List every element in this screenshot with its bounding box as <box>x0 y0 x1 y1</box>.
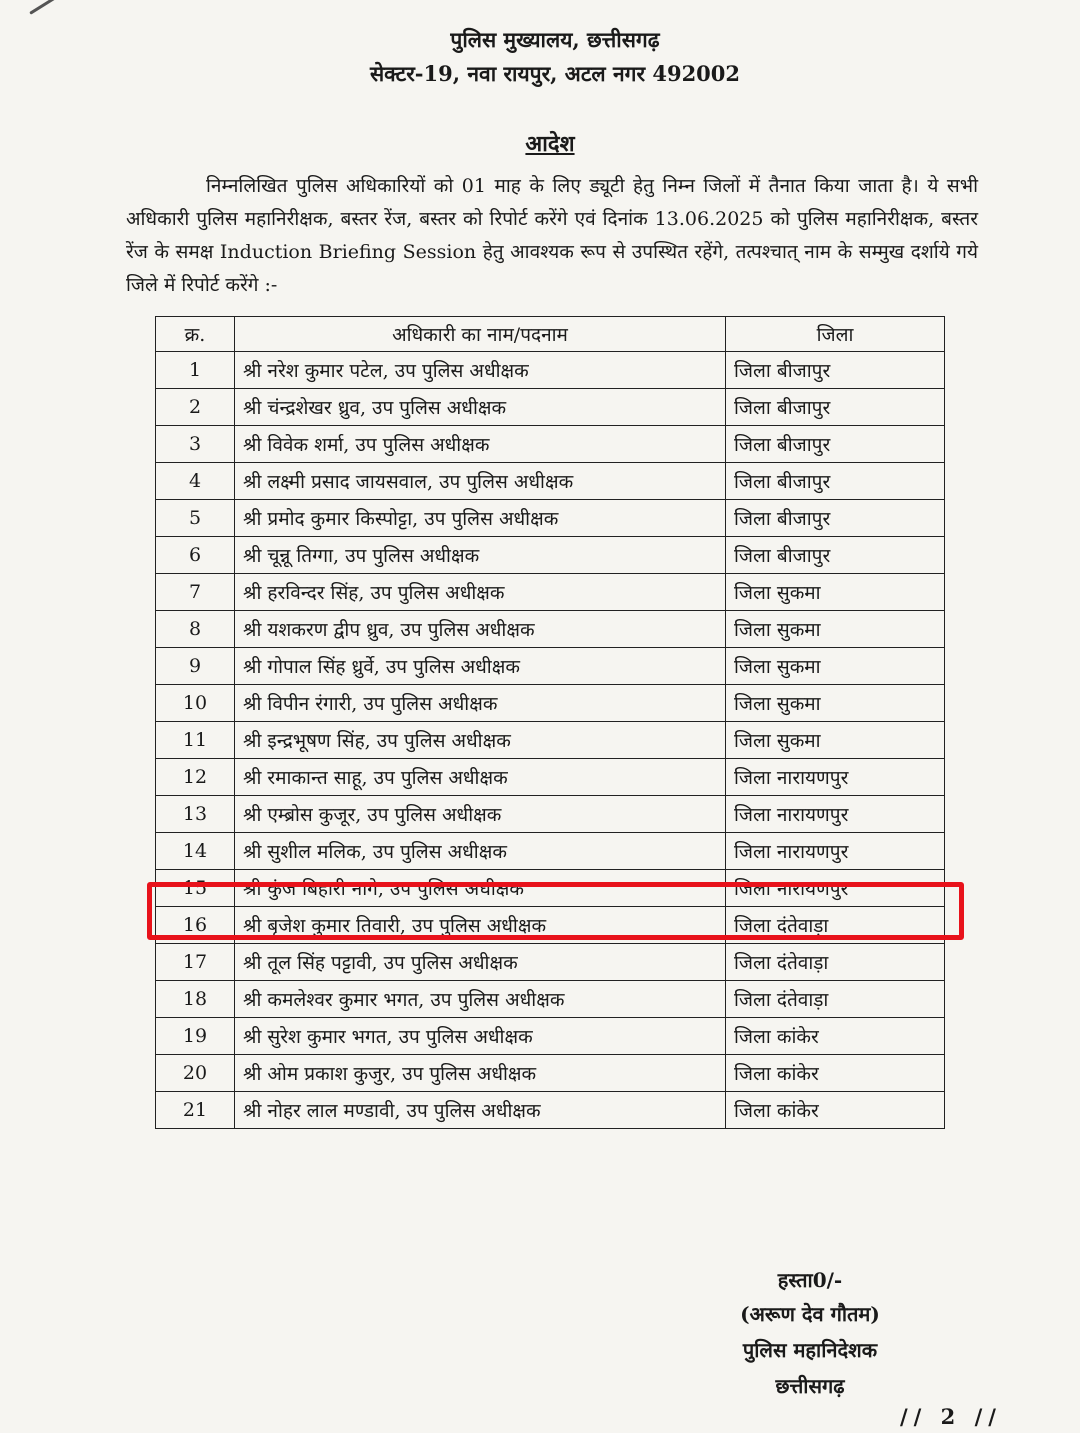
table-row <box>156 759 945 796</box>
row-officer: श्री गोपाल सिंह ध्रुर्वे, उप पुलिस अधीक्षक <box>235 648 726 685</box>
row-officer: श्री ओम प्रकाश कुजुर, उप पुलिस अधीक्षक <box>235 1055 726 1092</box>
row-serial: 3 <box>156 426 235 463</box>
row-district: जिला दंतेवाड़ा <box>726 944 945 981</box>
row-district: जिला सुकमा <box>726 685 945 722</box>
row-serial: 14 <box>156 833 235 870</box>
row-serial: 15 <box>156 870 235 907</box>
row-officer: श्री बृजेश कुमार तिवारी, उप पुलिस अधीक्षक <box>235 907 726 944</box>
row-district: जिला बीजापुर <box>726 352 945 389</box>
row-district: जिला सुकमा <box>726 648 945 685</box>
table-row <box>156 833 945 870</box>
table-row <box>156 574 945 611</box>
row-serial: 20 <box>156 1055 235 1092</box>
order-title: आदेश <box>525 131 575 157</box>
table-row <box>156 500 945 537</box>
row-district: जिला नारायणपुर <box>726 759 945 796</box>
header-officer: अधिकारी का नाम/पदनाम <box>235 317 726 352</box>
row-serial: 13 <box>156 796 235 833</box>
row-district: जिला सुकमा <box>726 722 945 759</box>
row-district: जिला कांकेर <box>726 1055 945 1092</box>
row-district: जिला दंतेवाड़ा <box>726 907 945 944</box>
row-district: जिला नारायणपुर <box>726 796 945 833</box>
table-row <box>156 611 945 648</box>
order-paragraph <box>126 170 978 302</box>
page-number: // 2 // <box>900 1404 1002 1429</box>
pen-mark <box>29 0 71 15</box>
table-header-row <box>156 317 945 352</box>
signature-designation: पुलिस महानिदेशक <box>742 1338 878 1362</box>
row-district: जिला दंतेवाड़ा <box>726 981 945 1018</box>
row-district: जिला बीजापुर <box>726 426 945 463</box>
order-paragraph-text: निम्नलिखित पुलिस अधिकारियों को 01 माह के लिए ड्यूटी हेतु निम्न जिलों में तैनात किया जाता है। ये सभी अधिकारी पुलिस महानिरीक्षक, बस्तर रेंज, बस्तर को रिपोर्ट करेंगे एवं दिनांक 13.06.2025 को पुलिस महानिरीक्षक, बस्तर रेंज के समक्ष Induction Briefing Session हेतु आवश्यक रूप से उपस्थित रहेंगे, तत्पश्चात् नाम के सम्मुख दर्शाये गये जिले में रिपोर्ट करेंगे :- <box>126 175 978 296</box>
table-row <box>156 463 945 500</box>
row-serial: 9 <box>156 648 235 685</box>
row-officer: श्री इन्द्रभूषण सिंह, उप पुलिस अधीक्षक <box>235 722 726 759</box>
table-row <box>156 352 945 389</box>
row-officer: श्री प्रमोद कुमार किस्पोट्टा, उप पुलिस अधीक्षक <box>235 500 726 537</box>
row-serial: 1 <box>156 352 235 389</box>
row-district: जिला सुकमा <box>726 611 945 648</box>
row-officer: श्री चंन्द्रशेखर ध्रुव, उप पुलिस अधीक्षक <box>235 389 726 426</box>
signature-name: (अरूण देव गौतम) <box>740 1302 880 1326</box>
row-serial: 7 <box>156 574 235 611</box>
row-district: जिला कांकेर <box>726 1018 945 1055</box>
table-row <box>156 981 945 1018</box>
row-officer: श्री कमलेश्वर कुमार भगत, उप पुलिस अधीक्षक <box>235 981 726 1018</box>
row-officer: श्री विपीन रंगारी, उप पुलिस अधीक्षक <box>235 685 726 722</box>
row-officer: श्री तूल सिंह पट्टावी, उप पुलिस अधीक्षक <box>235 944 726 981</box>
table-row <box>156 426 945 463</box>
row-officer: श्री हरविन्दर सिंह, उप पुलिस अधीक्षक <box>235 574 726 611</box>
signature-state: छत्तीसगढ़ <box>775 1374 845 1398</box>
row-district: जिला बीजापुर <box>726 389 945 426</box>
table-row <box>156 722 945 759</box>
row-serial: 12 <box>156 759 235 796</box>
row-district: जिला नारायणपुर <box>726 833 945 870</box>
row-officer: श्री एम्ब्रोस कुजूर, उप पुलिस अधीक्षक <box>235 796 726 833</box>
row-serial: 5 <box>156 500 235 537</box>
table-row <box>156 389 945 426</box>
row-district: जिला नारायणपुर <box>726 870 945 907</box>
row-district: जिला बीजापुर <box>726 537 945 574</box>
table-row <box>156 944 945 981</box>
row-officer: श्री रमाकान्त साहू, उप पुलिस अधीक्षक <box>235 759 726 796</box>
row-district: जिला बीजापुर <box>726 500 945 537</box>
header-address: सेक्टर-19, नवा रायपुर, अटल नगर 492002 <box>369 61 741 86</box>
header-district: जिला <box>726 317 945 352</box>
row-serial: 19 <box>156 1018 235 1055</box>
table-row <box>156 685 945 722</box>
header-office: पुलिस मुख्यालय, छत्तीसगढ़ <box>450 27 660 52</box>
row-officer: श्री यशकरण द्वीप ध्रुव, उप पुलिस अधीक्षक <box>235 611 726 648</box>
header-serial: क्र. <box>156 317 235 352</box>
row-serial: 2 <box>156 389 235 426</box>
row-district: जिला सुकमा <box>726 574 945 611</box>
row-serial: 16 <box>156 907 235 944</box>
row-serial: 8 <box>156 611 235 648</box>
row-serial: 11 <box>156 722 235 759</box>
table-row <box>156 648 945 685</box>
row-officer: श्री लक्ष्मी प्रसाद जायसवाल, उप पुलिस अधीक्षक <box>235 463 726 500</box>
row-district: जिला बीजापुर <box>726 463 945 500</box>
row-officer: श्री चून्नू तिग्गा, उप पुलिस अधीक्षक <box>235 537 726 574</box>
signature-signed: हस्ता0/- <box>777 1268 843 1292</box>
row-serial: 10 <box>156 685 235 722</box>
table-row <box>156 796 945 833</box>
officer-table <box>155 316 945 1129</box>
row-district: जिला कांकेर <box>726 1092 945 1129</box>
row-serial: 17 <box>156 944 235 981</box>
table-row <box>156 1092 945 1129</box>
table-body <box>156 352 945 1129</box>
table-row <box>156 537 945 574</box>
row-officer: श्री सुशील मलिक, उप पुलिस अधीक्षक <box>235 833 726 870</box>
row-officer: श्री नरेश कुमार पटेल, उप पुलिस अधीक्षक <box>235 352 726 389</box>
row-officer: श्री नोहर लाल मण्डावी, उप पुलिस अधीक्षक <box>235 1092 726 1129</box>
row-serial: 21 <box>156 1092 235 1129</box>
highlight-box <box>147 882 964 940</box>
row-officer: श्री कुंज बिहारी नागे, उप पुलिस अधीक्षक <box>235 870 726 907</box>
table-row <box>156 1055 945 1092</box>
row-officer: श्री सुरेश कुमार भगत, उप पुलिस अधीक्षक <box>235 1018 726 1055</box>
row-officer: श्री विवेक शर्मा, उप पुलिस अधीक्षक <box>235 426 726 463</box>
row-serial: 4 <box>156 463 235 500</box>
table-row <box>156 1018 945 1055</box>
row-serial: 6 <box>156 537 235 574</box>
row-serial: 18 <box>156 981 235 1018</box>
